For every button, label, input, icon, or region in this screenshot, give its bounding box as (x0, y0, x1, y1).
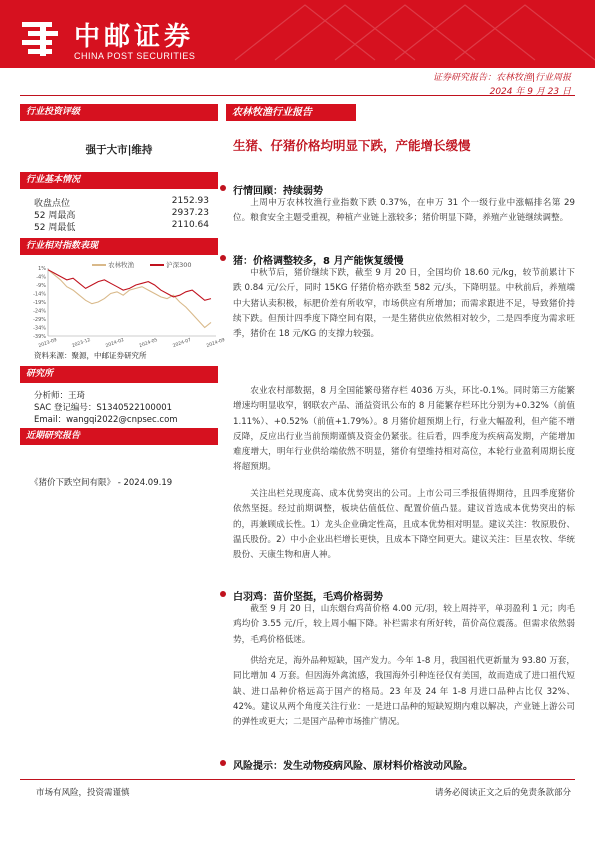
legend-label: 农林牧渔 (108, 261, 135, 269)
basic-label: 收盘点位 (34, 199, 71, 209)
chart-source: 资料来源：聚源，中邮证券研究所 (34, 351, 147, 360)
footer-disclaimer: 请务必阅读正文之后的免责条款部分 (434, 788, 571, 798)
x-tick-label: 2024-09 (205, 337, 226, 350)
footer-divider (20, 779, 575, 780)
basic-section-title: 行业基本情况 (20, 172, 218, 189)
recent-section-title: 近期研究报告 (20, 428, 218, 445)
series-line-hs300 (48, 270, 211, 301)
x-tick-label: 2023-09 (37, 337, 58, 350)
footer-risk-note: 市场有风险，投资需谨慎 (36, 788, 130, 798)
section-broiler (233, 588, 383, 603)
section-heading: 白羽鸡：苗价坚挺，毛鸡价格弱势 (233, 592, 383, 603)
y-tick-label: -24% (33, 308, 46, 315)
basic-label: 52 周最低 (34, 223, 76, 233)
y-tick-label: -4% (36, 274, 46, 281)
header-banner (0, 0, 595, 68)
report-title: 生猪、仔猪价格均明显下跌，产能增长缓慢 (233, 138, 471, 153)
paragraph-pig-price: 中秋节后，猪价继续下跌，截至 9 月 20 日，全国均价 18.60 元/kg，较节前累计下跌 0.84 元/公斤，同时 15KG 仔猪价格亦跌至 582 元/头，下降明显。中秋前后，养殖端中大猪认卖积极，标肥价差有所收窄，市场供应有所增加；而需求跟进不足，导致猪价持续下跌。但预计四季度下降空间有限，一是生猪供应依然相对较少，二是四季度为需求旺季，猪价在 18 元/KG 的支撑力较强。 (233, 268, 575, 340)
y-tick-label: -29% (33, 317, 46, 323)
watermark-pattern (215, 0, 595, 68)
y-tick-label: -39% (33, 334, 46, 340)
y-tick-label: 1% (38, 266, 46, 272)
paragraph-pig-capacity: 农业农村部数据，8 月全国能繁母猪存栏 4036 万头，环比-0.1%。同时第三方能繁增速均明显收窄，钢联农产品、涌益资讯公布的 8 月能繁存栏环比分别为+0.32%（前值 1.11%）、+0.52%（前值+1.79%）。8 月猪价超预期上行，行业大幅盈利，但产能不增反降，反应出行业当前预期谨慎及资金仍紧张。往后看，四季度为疾病高发期，产能增加难度增大，明年行业供给端依然不明显，猪价有望维持相对高位，本轮行业盈利周期长度将超预期。 (233, 386, 575, 473)
bullet-icon (220, 591, 226, 597)
x-tick-label: 2024-02 (105, 337, 125, 350)
risk-warning: 风险提示：发生动物疫病风险、原材料价格波动风险。 (233, 761, 473, 772)
y-tick-label: -14% (33, 291, 46, 298)
basic-row-low (34, 220, 209, 233)
legend-item-hs300 (150, 260, 192, 269)
section-market-review (233, 182, 323, 197)
legend-label: 沪深300 (166, 261, 192, 269)
x-tick-label: 2024-05 (138, 337, 159, 350)
legend-item-agri (92, 260, 134, 269)
basic-value: 2937.23 (171, 208, 209, 218)
bullet-icon (220, 255, 226, 261)
section-pig (233, 252, 403, 267)
recent-report-link[interactable]: 《猪价下跌空间有限》 - 2024.09.19 (30, 478, 173, 488)
y-tick-label: -19% (33, 300, 46, 306)
brand-name-cn: 中邮证券 (74, 22, 195, 52)
report-date: 2024 年 9 月 23 日 (489, 87, 571, 97)
basic-value: 2110.64 (171, 220, 209, 230)
industry-rating: 强于大市|维持 (85, 144, 153, 156)
analyst-name: 分析师：王琦 (34, 391, 86, 401)
header-divider (20, 95, 575, 96)
china-post-logo-icon (20, 18, 66, 58)
paragraph-market: 上周申万农林牧渔行业指数下跌 0.37%，在申万 31 个一级行业中涨幅排名第 29 位。粮食安全主题受重视，种植产业链上涨较多；猪价明显下降，养殖产业链继续调整。 (233, 198, 575, 224)
bullet-icon (220, 760, 226, 766)
y-tick-label: -34% (33, 325, 46, 332)
analyst-sac: SAC 登记编号：S1340522100001 (34, 403, 173, 413)
y-tick-label: -9% (36, 283, 46, 289)
analyst-section-title: 研究所 (20, 366, 218, 383)
paragraph-pig-stocks: 关注出栏兑现度高、成本优势突出的公司。上市公司三季报值得期待，且四季度猪价依然坚挺。经过前期调整，板块估值低位、配置价值凸显。建议首选成本优势突出的标的，再兼顾成长性。1）龙头企业确定性高，且成本优势相对明显。建议关注：牧原股份、温氏股份。2）中小企业出栏增长更快，且成本下降空间更大。建议关注：巨星农牧、华统股份、天康生物和唐人神。 (233, 489, 575, 561)
paragraph-broiler-price: 截至 9 月 20 日，山东烟台鸡苗价格 4.00 元/羽，较上周持平，单羽盈利 1 元；肉毛鸡均价 3.55 元/斤，较上周小幅下降。补栏需求有所好转，苗价高位震荡。但需求依然弱势，毛鸡价格低迷。 (233, 604, 575, 645)
section-risk (233, 757, 473, 772)
basic-label: 52 周最高 (34, 211, 76, 221)
perf-section-title: 行业相对指数表现 (20, 238, 218, 255)
section-heading: 行情回顾：持续弱势 (233, 186, 323, 197)
relative-index-chart (26, 258, 226, 350)
report-type: 证券研究报告：农林牧渔|行业周报 (432, 73, 571, 83)
section-heading: 猪：价格调整较多，8 月产能恢复缓慢 (233, 256, 404, 267)
bullet-icon (220, 185, 226, 191)
analyst-email: Email：wangqi2022@cnpsec.com (34, 415, 178, 425)
x-tick-label: 2023-12 (71, 337, 92, 350)
brand-name-en: CHINA POST SECURITIES (74, 51, 196, 61)
paragraph-broiler-supply: 供给充足，海外品种短缺，国产发力。今年 1-8 月，我国祖代更新量为 93.80 万套，同比增加 4 万套。但因海外禽流感，我国海外引种连径仅有美国，故而造成了进口祖代短缺、进口品种价格远高于国产的格局。23 年及 24 年 1-8 月进口品种占比仅 32%、42%。建议从两个角度关注行业：一是进口品种的短缺短期内难以解决，产业链上游公司的弹性或更大；二是国产品种市场推广情况。 (233, 656, 575, 728)
rating-section-title: 行业投资评级 (20, 104, 218, 121)
x-tick-label: 2024-07 (172, 337, 193, 350)
report-tag: 农林牧渔行业报告 (226, 104, 356, 121)
basic-value: 2152.93 (171, 196, 209, 206)
